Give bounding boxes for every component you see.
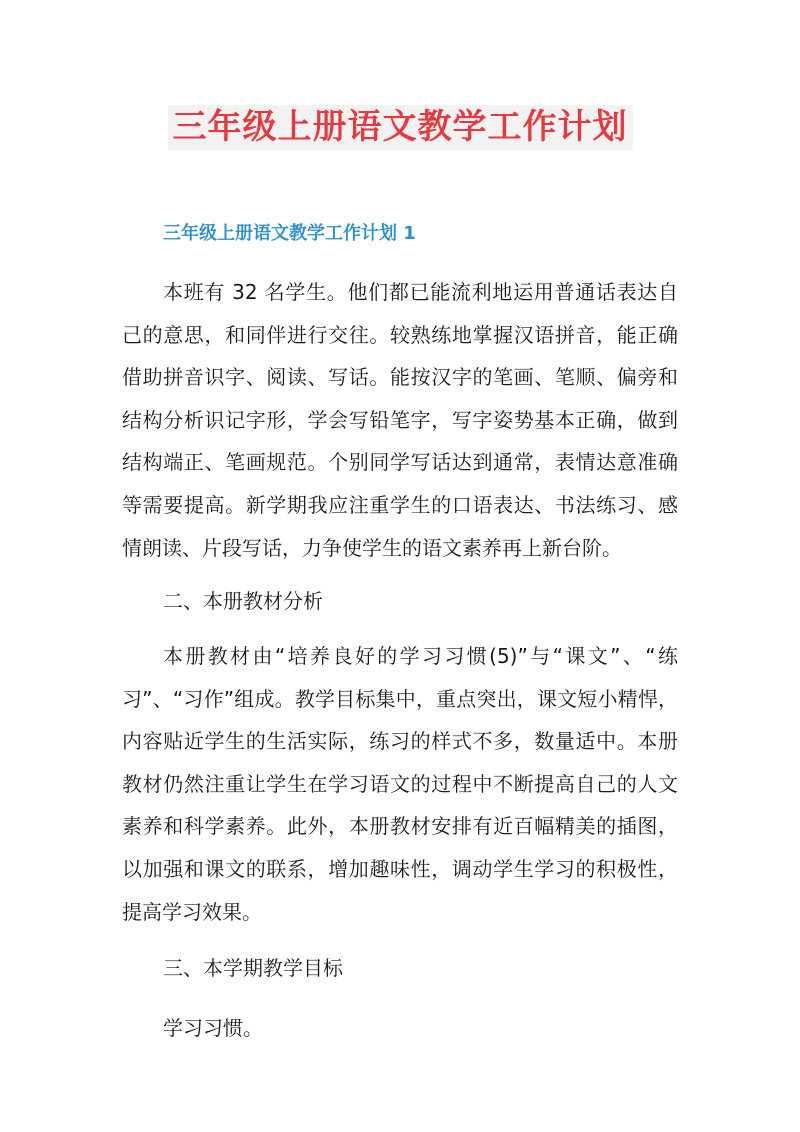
document-title: 三年级上册语文教学工作计划 xyxy=(168,105,633,150)
heading-textbook-analysis: 二、本册教材分析 xyxy=(163,589,323,613)
title-container xyxy=(0,105,800,150)
paragraph-class-overview: 本班有 32 名学生。他们都已能流利地运用普通话表达自己的意思，和同伴进行交往。较熟练地掌握汉语拼音，能正确借助拼音识字、阅读、写话。能按汉字的笔画、笔顺、偏旁和结构分析识记字形，学会写铅笔字，写字姿势基本正确，做到结构端正、笔画规范。个别同学写话达到通常，表情达意准确等需要提高。新学期我应注重学生的口语表达、书法练习、感情朗读、片段写话，力争使学生的语文素养再上新台阶。 xyxy=(122,280,678,560)
section-title: 三年级上册语文教学工作计划 1 xyxy=(163,223,416,244)
paragraph-textbook-analysis: 本册教材由“培养良好的学习习惯(5)”与“课文”、“练习”、“习作”组成。教学目标集中，重点突出，课文短小精悍，内容贴近学生的生活实际，练习的样式不多，数量适中。本册教材仍然注重让学生在学习语文的过程中不断提高自己的人文素养和科学素养。此外，本册教材安排有近百幅精美的插图，以加强和课文的联系，增加趣味性，调动学生学习的积极性，提高学习效果。 xyxy=(122,644,678,924)
heading-study-habits: 学习习惯。 xyxy=(163,1016,263,1040)
heading-teaching-goals: 三、本学期教学目标 xyxy=(163,956,343,980)
